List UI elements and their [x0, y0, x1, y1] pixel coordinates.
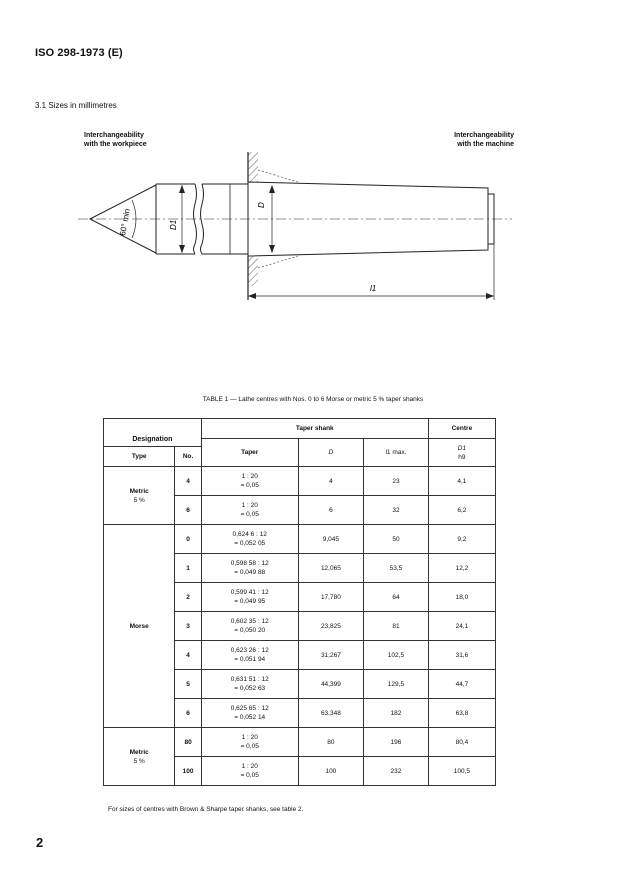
- l1-cell: 102,5: [364, 641, 429, 670]
- d-cell: 23,825: [298, 612, 363, 641]
- header-taper-shank: Taper shank: [201, 419, 428, 439]
- taper-value: = 0,049 95: [234, 598, 266, 605]
- d-cell: 9,045: [298, 525, 363, 554]
- d1-cell: 9,2: [428, 525, 495, 554]
- table-row: [104, 525, 496, 554]
- d1-cell: 24,1: [428, 612, 495, 641]
- taper-value: = 0,049 88: [234, 569, 266, 576]
- taper-cell: [201, 699, 298, 728]
- label-workpiece-line1: Interchangeability: [84, 132, 144, 139]
- l1-cell: 64: [364, 583, 429, 612]
- l1-cell: 81: [364, 612, 429, 641]
- d1-cell: 80,4: [428, 728, 495, 757]
- taper-value: = 0,05: [240, 772, 259, 779]
- type-cell: [104, 728, 175, 786]
- taper-cell: [201, 670, 298, 699]
- taper-value: = 0,05: [240, 743, 259, 750]
- lathe-centre-drawing: [0, 0, 626, 390]
- d-cell: 80: [298, 728, 363, 757]
- d-cell: 100: [298, 757, 363, 786]
- label-workpiece-line2: with the workpiece: [84, 141, 147, 148]
- table-caption: TABLE 1 — Lathe centres with Nos. 0 to 6 Morse or metric 5 % taper shanks: [202, 396, 424, 403]
- type-qualifier: 5 %: [133, 757, 145, 765]
- d1-cell: 100,5: [428, 757, 495, 786]
- table-body: [104, 467, 496, 786]
- taper-cell: [201, 496, 298, 525]
- table-row: [104, 467, 496, 496]
- taper-cell: [201, 641, 298, 670]
- l1-cell: 23: [364, 467, 429, 496]
- label-machine-line2: with the machine: [457, 141, 514, 148]
- no-cell: 4: [175, 467, 201, 496]
- taper-value: 1 : 20: [241, 763, 258, 770]
- d1-cell: 6,2: [428, 496, 495, 525]
- d-cell: 44,399: [298, 670, 363, 699]
- l1-cell: 32: [364, 496, 429, 525]
- taper-cell: [201, 612, 298, 641]
- d1-cell: 4,1: [428, 467, 495, 496]
- taper-value: 0,602 35 : 12: [230, 618, 269, 625]
- no-cell: 6: [175, 699, 201, 728]
- no-cell: 5: [175, 670, 201, 699]
- taper-value: = 0,052 05: [234, 540, 266, 547]
- page-number: 2: [36, 835, 44, 850]
- header-centre: Centre: [428, 419, 495, 439]
- taper-cell: [201, 583, 298, 612]
- taper-value: 1 : 20: [241, 502, 258, 509]
- d1-cell: 12,2: [428, 554, 495, 583]
- d-cell: 63,348: [298, 699, 363, 728]
- taper-cell: [201, 554, 298, 583]
- taper-value: 0,598 58 : 12: [230, 560, 269, 567]
- type-qualifier: 5 %: [133, 496, 145, 504]
- l1-cell: 129,5: [364, 670, 429, 699]
- dim-l1-label: l1: [370, 284, 377, 293]
- taper-value: = 0,05: [240, 482, 259, 489]
- header-no: No.: [175, 447, 201, 467]
- label-machine-line1: Interchangeability: [454, 132, 514, 139]
- d-cell: 31,267: [298, 641, 363, 670]
- no-cell: 3: [175, 612, 201, 641]
- d-cell: 17,780: [298, 583, 363, 612]
- l1-cell: 232: [364, 757, 429, 786]
- machine-wall-bottom: [248, 256, 258, 286]
- type-cell: [104, 467, 175, 525]
- document-header: ISO 298-1973 (E): [35, 47, 123, 59]
- taper-value: 1 : 20: [241, 734, 258, 741]
- d-cell: 6: [298, 496, 363, 525]
- type-name: Morse: [129, 622, 149, 630]
- table-row: [104, 728, 496, 757]
- taper-cell: [201, 728, 298, 757]
- d1-cell: 63,8: [428, 699, 495, 728]
- header-d1-symbol: D1: [457, 444, 467, 452]
- header-d1: [428, 439, 495, 467]
- taper-value: 0,599 41 : 12: [230, 589, 269, 596]
- no-cell: 0: [175, 525, 201, 554]
- type-name: Metric: [129, 487, 149, 495]
- dim-d1-label: D1: [169, 219, 178, 230]
- d-cell: 12,065: [298, 554, 363, 583]
- header-l1max: l1 max.: [364, 439, 429, 467]
- l1-cell: 53,5: [364, 554, 429, 583]
- machine-wall-top: [248, 152, 258, 182]
- no-cell: 80: [175, 728, 201, 757]
- taper-value: = 0,05: [240, 511, 259, 518]
- no-cell: 2: [175, 583, 201, 612]
- taper-cell: [201, 525, 298, 554]
- header-taper: Taper: [201, 439, 298, 467]
- taper-value: = 0,050 20: [234, 627, 266, 634]
- taper-value: 0,623 26 : 12: [230, 647, 269, 654]
- d1-cell: 18,0: [428, 583, 495, 612]
- header-d1-tolerance: h9: [458, 453, 466, 461]
- d-cell: 4: [298, 467, 363, 496]
- section-title: 3.1 Sizes in millimetres: [35, 101, 117, 110]
- taper-value: 0,625 65 : 12: [230, 705, 269, 712]
- taper-value: = 0,052 63: [234, 685, 266, 692]
- taper-cell: [201, 467, 298, 496]
- l1-cell: 182: [364, 699, 429, 728]
- d1-cell: 44,7: [428, 670, 495, 699]
- header-d: D: [298, 439, 363, 467]
- d1-cell: 31,6: [428, 641, 495, 670]
- dim-d-label: D: [257, 202, 266, 208]
- taper-value: = 0,052 14: [234, 714, 266, 721]
- type-name: Metric: [129, 748, 149, 756]
- taper-value: 1 : 20: [241, 473, 258, 480]
- header-designation: Designation: [104, 419, 202, 447]
- taper-value: 0,631 51 : 12: [230, 676, 269, 683]
- taper-value: 0,624 6 : 12: [232, 531, 267, 538]
- taper-cell: [201, 757, 298, 786]
- l1-cell: 50: [364, 525, 429, 554]
- taper-value: = 0,051 94: [234, 656, 266, 663]
- no-cell: 1: [175, 554, 201, 583]
- lathe-centres-table: [103, 418, 496, 786]
- header-type: Type: [104, 447, 175, 467]
- angle-label: 60° min: [118, 207, 132, 237]
- no-cell: 100: [175, 757, 201, 786]
- footnote: For sizes of centres with Brown & Sharpe taper shanks, see table 2.: [108, 806, 304, 813]
- no-cell: 6: [175, 496, 201, 525]
- type-cell: [104, 525, 175, 728]
- l1-cell: 196: [364, 728, 429, 757]
- no-cell: 4: [175, 641, 201, 670]
